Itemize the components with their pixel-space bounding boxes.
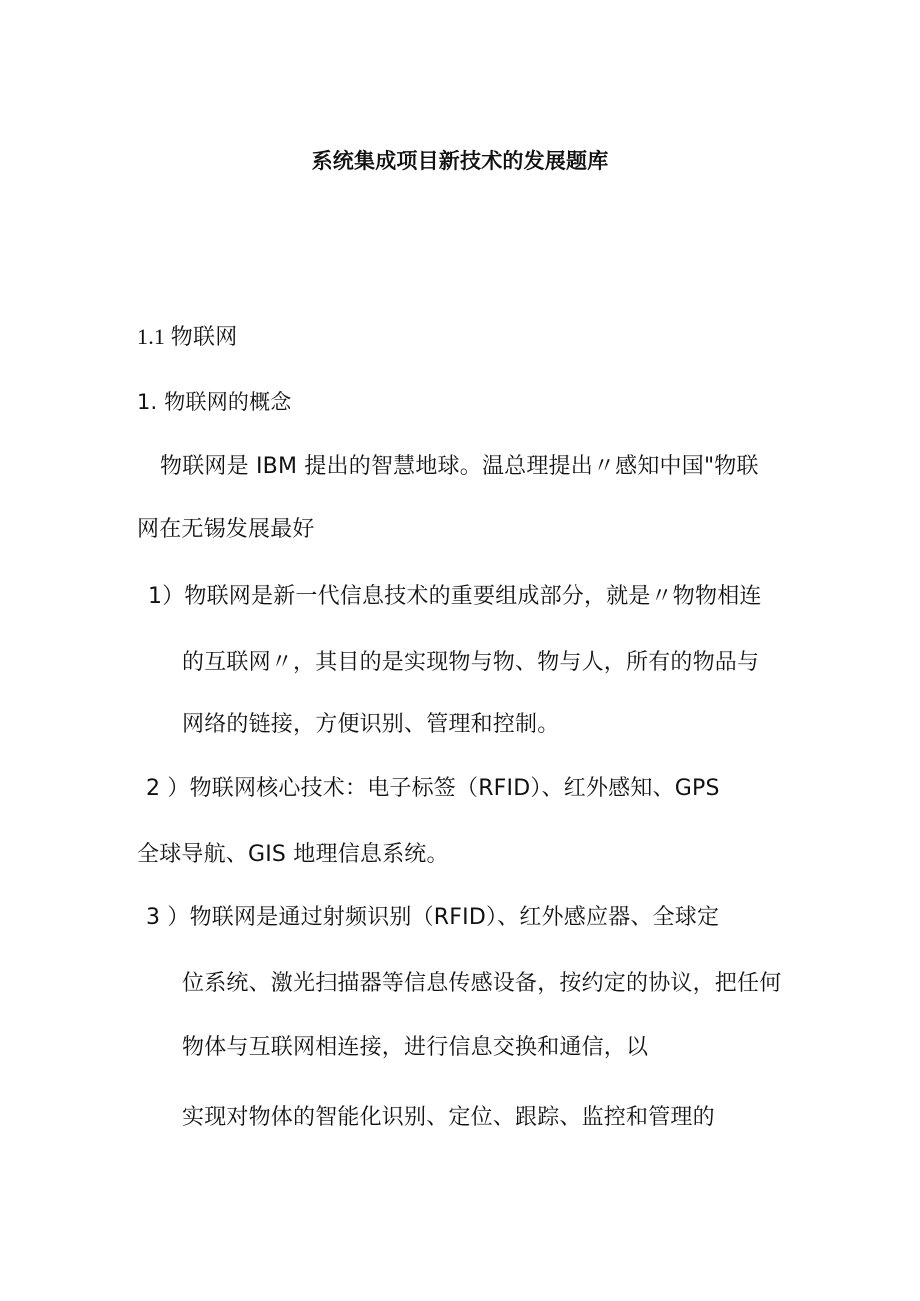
list-item-1-line-2: 的互联网〃，其目的是实现物与物、物与人，所有的物品与 [182, 650, 760, 675]
list-item-2-line-2: 全球导航、GIS 地理信息系统。 [137, 842, 449, 867]
intro-paragraph-line-2: 网在无锡发展最好 [137, 517, 315, 542]
document-title: 系统集成项目新技术的发展题库 [311, 149, 609, 173]
list-item-3-line-4: 实现对物体的智能化识别、定位、跟踪、监控和管理的 [182, 1105, 715, 1130]
list-item-3-line-1: 3 ）物联网是通过射频识别（RFID）、红外感应器、全球定 [146, 905, 720, 930]
list-item-3-line-2: 位系统、激光扫描器等信息传感设备，按约定的协议，把任何 [182, 971, 782, 996]
list-item-1-line-3: 网络的链接，方便识别、管理和控制。 [182, 712, 560, 737]
subsection-heading: 1. 物联网的概念 [137, 390, 292, 414]
list-item-3-line-3: 物体与互联网相连接，进行信息交换和通信，以 [182, 1035, 649, 1060]
list-item-1-line-1: 1）物联网是新一代信息技术的重要组成部分，就是〃物物相连 [148, 584, 762, 609]
list-item-2-line-1: 2 ）物联网核心技术：电子标签（RFID）、红外感知、GPS [146, 776, 720, 801]
section-heading: 1.1 物联网 [137, 324, 238, 349]
intro-paragraph-line-1: 物联网是 IBM 提出的智慧地球。温总理提出〃感知中国"物联 [160, 454, 759, 479]
